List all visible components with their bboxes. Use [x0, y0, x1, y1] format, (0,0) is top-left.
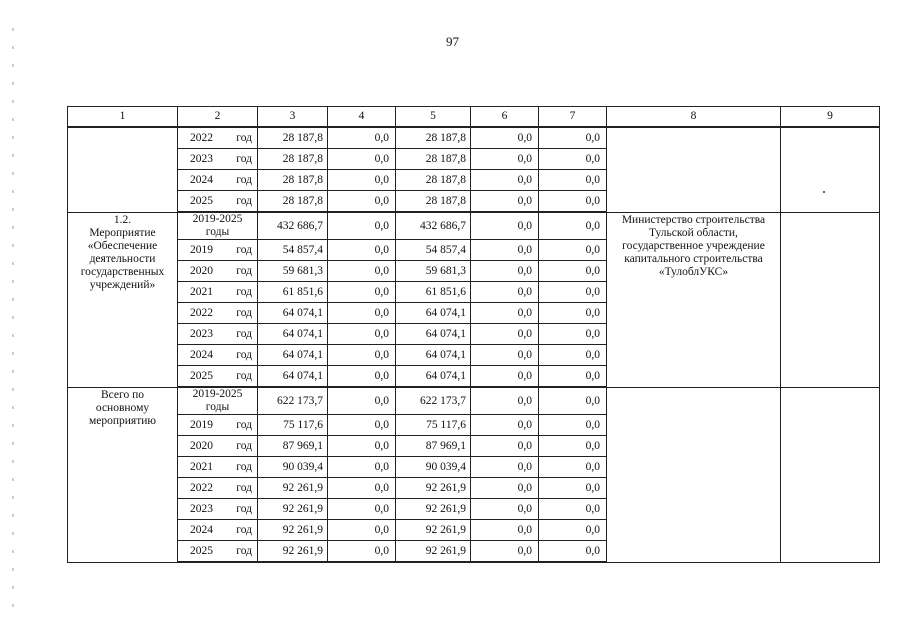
local-value: 0,0 — [471, 415, 539, 436]
other-value: 0,0 — [539, 127, 607, 149]
other-value: 0,0 — [539, 191, 607, 213]
other-value: 0,0 — [539, 303, 607, 324]
regional-value: 28 187,8 — [396, 127, 471, 149]
federal-value: 0,0 — [328, 520, 396, 541]
result-cell — [781, 127, 880, 212]
year-value: 2025 — [190, 544, 213, 557]
total-value: 28 187,8 — [258, 170, 328, 191]
other-value: 0,0 — [539, 478, 607, 499]
regional-value: 64 074,1 — [396, 324, 471, 345]
year-value: 2020 — [190, 264, 213, 277]
year-label — [178, 132, 257, 145]
col-header-6: 6 — [471, 107, 539, 128]
federal-value: 0,0 — [328, 345, 396, 366]
year-cell — [178, 457, 258, 478]
regional-value: 622 173,7 — [396, 387, 471, 415]
total-value: 90 039,4 — [258, 457, 328, 478]
total-value: 87 969,1 — [258, 436, 328, 457]
total-value: 92 261,9 — [258, 541, 328, 563]
year-unit: год — [236, 243, 252, 256]
activity-title-line: государственных — [80, 265, 165, 278]
local-value: 0,0 — [471, 282, 539, 303]
year-label — [178, 524, 257, 537]
year-label — [178, 482, 257, 495]
year-cell — [178, 541, 258, 563]
year-cell — [178, 191, 258, 213]
year-cell — [178, 240, 258, 261]
year-label — [178, 244, 257, 257]
activity-title-line: учреждений» — [89, 278, 156, 291]
other-value: 0,0 — [539, 240, 607, 261]
total-value: 92 261,9 — [258, 520, 328, 541]
year-unit: год — [236, 369, 252, 382]
year-value: 2019 — [190, 418, 213, 431]
regional-value: 92 261,9 — [396, 499, 471, 520]
col-header-3: 3 — [258, 107, 328, 128]
federal-value: 0,0 — [328, 499, 396, 520]
local-value: 0,0 — [471, 240, 539, 261]
year-unit: год — [236, 439, 252, 452]
year-unit: год — [236, 152, 252, 165]
table-row — [68, 212, 880, 240]
col-header-2: 2 — [178, 107, 258, 128]
local-value: 0,0 — [471, 324, 539, 345]
activity-cell — [68, 127, 178, 212]
executor-line: Тульской области, — [649, 226, 738, 239]
regional-value: 28 187,8 — [396, 170, 471, 191]
regional-value: 61 851,6 — [396, 282, 471, 303]
year-value: 2021 — [190, 460, 213, 473]
scan-margin-marks — [12, 28, 14, 608]
year-label — [178, 153, 257, 166]
total-value: 64 074,1 — [258, 366, 328, 388]
total-value: 64 074,1 — [258, 345, 328, 366]
year-cell — [178, 149, 258, 170]
year-value: 2022 — [190, 481, 213, 494]
total-value: 64 074,1 — [258, 324, 328, 345]
col-header-7: 7 — [539, 107, 607, 128]
local-value: 0,0 — [471, 499, 539, 520]
federal-value: 0,0 — [328, 170, 396, 191]
activity-cell — [68, 212, 178, 387]
executor-line: «ТулоблУКС» — [658, 265, 729, 278]
total-value: 64 074,1 — [258, 303, 328, 324]
executor-line: государственное учреждение — [622, 239, 765, 252]
year-value: 2025 — [190, 194, 213, 207]
total-value: 61 851,6 — [258, 282, 328, 303]
other-value: 0,0 — [539, 282, 607, 303]
year-unit: год — [236, 327, 252, 340]
local-value: 0,0 — [471, 541, 539, 563]
year-label — [178, 419, 257, 432]
period-cell — [178, 387, 258, 415]
year-value: 2023 — [190, 502, 213, 515]
other-value: 0,0 — [539, 457, 607, 478]
local-value: 0,0 — [471, 345, 539, 366]
federal-value: 0,0 — [328, 457, 396, 478]
year-label — [178, 265, 257, 278]
year-label — [178, 503, 257, 516]
other-value: 0,0 — [539, 149, 607, 170]
other-value: 0,0 — [539, 499, 607, 520]
regional-value: 64 074,1 — [396, 345, 471, 366]
federal-value: 0,0 — [328, 436, 396, 457]
year-unit: год — [236, 418, 252, 431]
total-value: 622 173,7 — [258, 387, 328, 415]
local-value: 0,0 — [471, 387, 539, 415]
period-cell — [178, 212, 258, 240]
activity-title-line: 1.2. — [113, 213, 132, 226]
regional-value: 432 686,7 — [396, 212, 471, 240]
total-value: 92 261,9 — [258, 499, 328, 520]
regional-value: 92 261,9 — [396, 478, 471, 499]
result-cell — [781, 387, 880, 562]
year-value: 2021 — [190, 285, 213, 298]
period-range: 2019-2025 — [192, 388, 243, 400]
activity-title-line: Всего по — [101, 388, 144, 401]
total-value: 28 187,8 — [258, 191, 328, 213]
page-number: 97 — [446, 34, 459, 49]
year-unit: год — [236, 523, 252, 536]
period-unit: годы — [205, 401, 230, 413]
year-label — [178, 545, 257, 558]
year-label — [178, 195, 257, 208]
federal-value: 0,0 — [328, 191, 396, 213]
local-value: 0,0 — [471, 170, 539, 191]
year-value: 2022 — [190, 131, 213, 144]
other-value: 0,0 — [539, 387, 607, 415]
local-value: 0,0 — [471, 191, 539, 213]
year-label — [178, 461, 257, 474]
col-header-4: 4 — [328, 107, 396, 128]
other-value: 0,0 — [539, 324, 607, 345]
year-cell — [178, 170, 258, 191]
local-value: 0,0 — [471, 127, 539, 149]
executor-cell — [607, 127, 781, 212]
local-value: 0,0 — [471, 149, 539, 170]
total-value: 432 686,7 — [258, 212, 328, 240]
year-cell — [178, 324, 258, 345]
activity-title-line: основному — [95, 401, 150, 414]
federal-value: 0,0 — [328, 282, 396, 303]
local-value: 0,0 — [471, 436, 539, 457]
activity-title-line: деятельности — [89, 252, 156, 265]
regional-value: 28 187,8 — [396, 149, 471, 170]
year-value: 2022 — [190, 306, 213, 319]
executor-cell — [607, 212, 781, 387]
year-unit: год — [236, 481, 252, 494]
other-value: 0,0 — [539, 436, 607, 457]
year-value: 2024 — [190, 173, 213, 186]
table-row — [68, 387, 880, 415]
total-value: 28 187,8 — [258, 127, 328, 149]
col-header-5: 5 — [396, 107, 471, 128]
table-row — [68, 127, 880, 149]
year-label — [178, 328, 257, 341]
other-value: 0,0 — [539, 170, 607, 191]
federal-value: 0,0 — [328, 261, 396, 282]
local-value: 0,0 — [471, 261, 539, 282]
federal-value: 0,0 — [328, 303, 396, 324]
year-unit: год — [236, 460, 252, 473]
year-cell — [178, 127, 258, 149]
year-unit: год — [236, 173, 252, 186]
total-value: 59 681,3 — [258, 261, 328, 282]
federal-value: 0,0 — [328, 324, 396, 345]
regional-value: 64 074,1 — [396, 303, 471, 324]
year-cell — [178, 282, 258, 303]
year-cell — [178, 478, 258, 499]
year-cell — [178, 499, 258, 520]
regional-value: 28 187,8 — [396, 191, 471, 213]
regional-value: 64 074,1 — [396, 366, 471, 388]
other-value: 0,0 — [539, 541, 607, 563]
regional-value: 92 261,9 — [396, 520, 471, 541]
other-value: 0,0 — [539, 345, 607, 366]
year-unit: год — [236, 502, 252, 515]
activity-title-line: Мероприятие — [89, 226, 156, 239]
period-range: 2019-2025 — [192, 213, 243, 225]
local-value: 0,0 — [471, 520, 539, 541]
result-cell — [781, 212, 880, 387]
year-label — [178, 286, 257, 299]
year-value: 2019 — [190, 243, 213, 256]
year-unit: год — [236, 544, 252, 557]
federal-value: 0,0 — [328, 149, 396, 170]
year-unit: год — [236, 285, 252, 298]
year-cell — [178, 345, 258, 366]
local-value: 0,0 — [471, 366, 539, 388]
local-value: 0,0 — [471, 457, 539, 478]
executor-line: капитального строительства — [624, 252, 763, 265]
total-value: 92 261,9 — [258, 478, 328, 499]
col-header-1: 1 — [68, 107, 178, 128]
total-value: 75 117,6 — [258, 415, 328, 436]
regional-value: 59 681,3 — [396, 261, 471, 282]
year-label — [178, 370, 257, 383]
year-cell — [178, 303, 258, 324]
executor-line: Министерство строительства — [621, 213, 766, 226]
col-header-8: 8 — [607, 107, 781, 128]
year-unit: год — [236, 264, 252, 277]
other-value: 0,0 — [539, 415, 607, 436]
activity-cell — [68, 387, 178, 562]
local-value: 0,0 — [471, 478, 539, 499]
federal-value: 0,0 — [328, 366, 396, 388]
year-label — [178, 174, 257, 187]
budget-table — [67, 106, 880, 563]
federal-value: 0,0 — [328, 127, 396, 149]
year-unit: год — [236, 194, 252, 207]
federal-value: 0,0 — [328, 478, 396, 499]
total-value: 54 857,4 — [258, 240, 328, 261]
executor-cell — [607, 387, 781, 562]
year-value: 2020 — [190, 439, 213, 452]
total-value: 28 187,8 — [258, 149, 328, 170]
regional-value: 92 261,9 — [396, 541, 471, 563]
regional-value: 54 857,4 — [396, 240, 471, 261]
other-value: 0,0 — [539, 212, 607, 240]
col-header-9: 9 — [781, 107, 880, 128]
federal-value: 0,0 — [328, 415, 396, 436]
federal-value: 0,0 — [328, 240, 396, 261]
year-value: 2023 — [190, 152, 213, 165]
year-value: 2024 — [190, 348, 213, 361]
year-value: 2023 — [190, 327, 213, 340]
header-row — [68, 107, 880, 128]
year-unit: год — [236, 131, 252, 144]
other-value: 0,0 — [539, 261, 607, 282]
year-label — [178, 349, 257, 362]
other-value: 0,0 — [539, 366, 607, 388]
year-cell — [178, 436, 258, 457]
year-value: 2025 — [190, 369, 213, 382]
year-unit: год — [236, 348, 252, 361]
local-value: 0,0 — [471, 303, 539, 324]
year-label — [178, 307, 257, 320]
activity-title-line: мероприятию — [88, 414, 156, 427]
year-value: 2024 — [190, 523, 213, 536]
federal-value: 0,0 — [328, 387, 396, 415]
local-value: 0,0 — [471, 212, 539, 240]
year-cell — [178, 261, 258, 282]
year-unit: год — [236, 306, 252, 319]
regional-value: 90 039,4 — [396, 457, 471, 478]
federal-value: 0,0 — [328, 541, 396, 563]
other-value: 0,0 — [539, 520, 607, 541]
period-unit: годы — [205, 226, 230, 238]
regional-value: 87 969,1 — [396, 436, 471, 457]
year-label — [178, 440, 257, 453]
year-cell — [178, 366, 258, 388]
federal-value: 0,0 — [328, 212, 396, 240]
regional-value: 75 117,6 — [396, 415, 471, 436]
year-cell — [178, 415, 258, 436]
activity-title-line: «Обеспечение — [87, 239, 158, 252]
year-cell — [178, 520, 258, 541]
